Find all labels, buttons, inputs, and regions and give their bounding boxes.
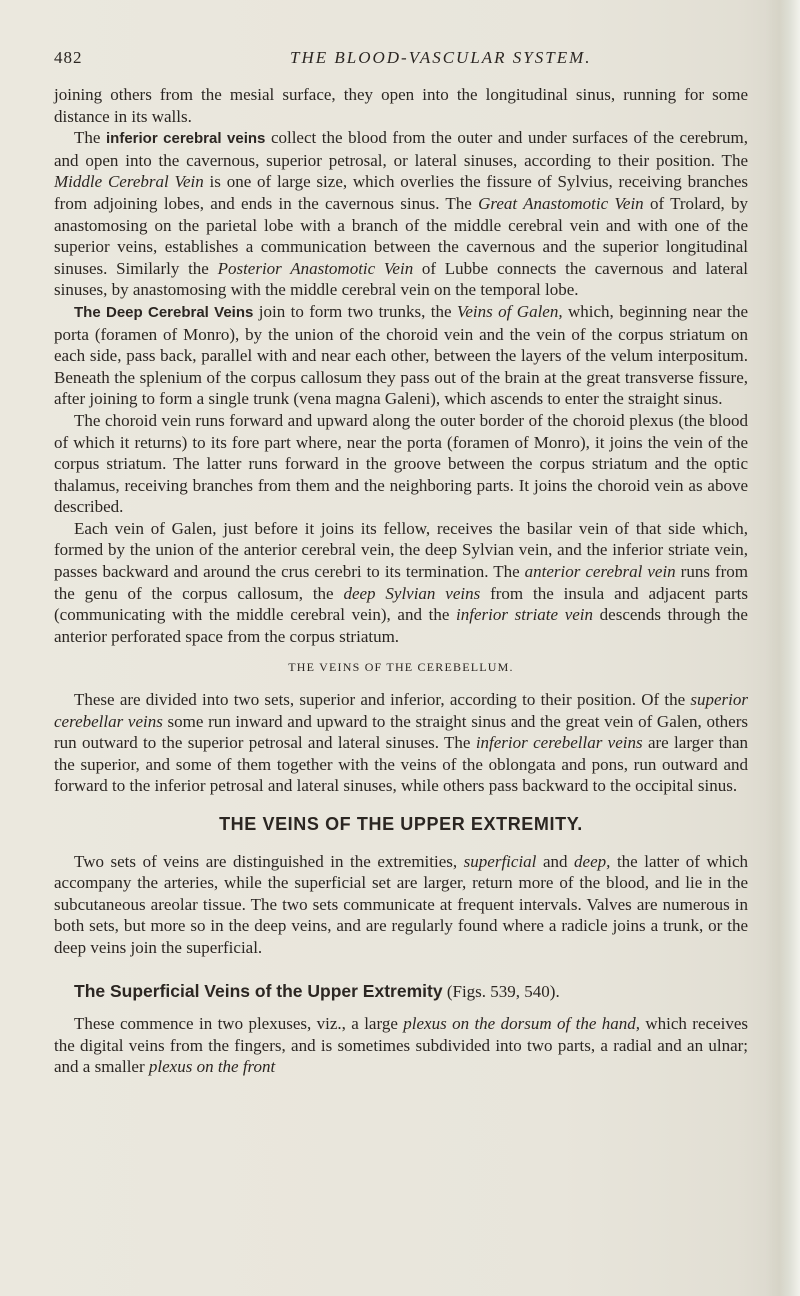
paragraph-inferior-cerebral-veins [54, 127, 748, 301]
italic-term: anterior cerebral vein [524, 562, 676, 582]
text-run: of Trolard, by anastomosing on the parietal lobe with a branch of the middle cerebral vein and with one of the superior veins, establishes a communication between the cavernous and the superior longitudinal sinuses. Similarly the [54, 193, 748, 278]
italic-term: Middle Cerebral Vein [54, 172, 204, 192]
paragraph-cerebellar-veins [54, 689, 748, 797]
text-run: are larger than the superior, and some of them together with the veins of the oblongata and pons, run outward and forward to the inferior petrosal and lateral sinuses, while others pass backward to the occipital sinus. [54, 733, 748, 796]
paragraph-plexuses [54, 1013, 748, 1078]
text-run: join to form two trunks, the [253, 301, 457, 321]
text-run: descends through the anterior perforated space from the corpus striatum. [54, 605, 748, 646]
italic-term: Posterior Anastomotic Vein [217, 258, 414, 278]
section-title: The Superficial Veins of the Upper Extremity [74, 980, 443, 1001]
italic-term: superficial [463, 851, 537, 871]
text-run: These are divided into two sets, superior and inferior, according to their position. Of the [74, 690, 691, 710]
paragraph-vein-of-galen [54, 518, 748, 648]
paragraph-choroid-vein [54, 410, 748, 518]
bold-term: inferior cerebral veins [106, 130, 266, 148]
paragraph-text: joining others from the mesial surface, they open into the longitudinal sinus, running for some distance in its walls. [54, 85, 748, 126]
text-run: is one of large size, which overlies the fissure of Sylvius, receiving branches from adjoining lobes, and ends in the cavernous sinus. The [54, 172, 748, 213]
text-run: from the insula and adjacent parts (communicating with the middle cerebral vein), and the [54, 583, 749, 625]
text-run: Two sets of veins are distinguished in the extremities, [74, 851, 464, 871]
paragraph-text: The choroid vein runs forward and upward along the outer border of the choroid plexus (the blood of which it returns) to its fore part where, near the porta (foramen of Monro), it joins the vein of the corpus striatum. The latter runs forward in the groove between the corpus striatum and the optic thalamus, receiving branches from them and the neighboring parts. It joins the choroid vein as above described. [54, 410, 748, 517]
text-run: of Lubbe connects the cavernous and lateral sinuses, by anastomosing with the middle cerebral vein on the temporal lobe. [54, 258, 748, 300]
text-run: which receives the digital veins from the fingers, and is sometimes subdivided into two parts, a radial and an ulnar; and a smaller [54, 1014, 748, 1077]
text-run: Each vein of Galen, just before it joins its fellow, receives the basilar vein of that side which, formed by the union of the anterior cerebral vein, the deep Sylvian vein, and the inferior striate vein, passes backward and around the crus cerebri to its termination. The [54, 518, 748, 582]
heading-superficial-veins [54, 981, 748, 1003]
page-number: 482 [54, 48, 83, 67]
italic-term: superior cerebellar veins [54, 690, 748, 731]
page-body [54, 84, 748, 1078]
italic-term: deep, [574, 851, 611, 871]
paragraph-continuation [54, 84, 748, 127]
text-run: The [74, 128, 106, 148]
italic-term: plexus on the dorsum of the hand, [403, 1014, 640, 1034]
text-run: which, beginning near the porta (foramen of Monro), by the union of the choroid vein and the vein of the corpus striatum on each side, pass back, parallel with and near each other, between the layers of the velum interpositum. Beneath the splenium of the corpus callosum they pass out of the brain at the great transverse fissure, after joining to form a single trunk (vena magna Galeni), which ascends to enter the straight sinus. [54, 301, 748, 409]
page-edge-shadow [766, 0, 800, 1296]
heading-upper-extremity: THE VEINS OF THE UPPER EXTREMITY. [219, 814, 583, 834]
running-header [54, 48, 748, 72]
italic-term: Great Anastomotic Vein [478, 193, 644, 213]
italic-term: inferior striate vein [456, 605, 594, 625]
subheading-cerebellum: THE VEINS OF THE CEREBELLUM. [288, 660, 514, 675]
italic-term: Veins of Galen, [456, 301, 563, 321]
text-run: runs from the genu of the corpus callosum, the [54, 562, 749, 603]
figure-reference: (Figs. 539, 540). [442, 981, 560, 1001]
paragraph-two-sets-of-veins [54, 851, 748, 959]
running-title: THE BLOOD-VASCULAR SYSTEM. [290, 48, 592, 67]
italic-term: inferior cerebellar veins [475, 733, 643, 753]
text-run: and [536, 851, 575, 871]
bold-term: The Deep Cerebral Veins [74, 303, 254, 321]
text-run: some run inward and upward to the straight sinus and the great vein of Galen, others run outward to the superior petrosal and lateral sinuses. The [54, 711, 748, 753]
text-run: the latter of which accompany the arteries, while the superficial set are larger, return more of the blood, and lie in the subcutaneous areolar tissue. The two sets communicate at frequent intervals. Valves are numerous in both sets, but more so in the deep veins, and are regularly found where a radicle joins a trunk, or the deep veins join the superficial. [54, 851, 748, 957]
italic-term: plexus on the front [148, 1057, 276, 1077]
paragraph-deep-cerebral-veins [54, 301, 748, 410]
text-run: collect the blood from the outer and under surfaces of the cerebrum, and open into the cavernous, superior petrosal, or lateral sinuses, according to their position. The [54, 128, 748, 170]
text-run: These commence in two plexuses, viz., a large [74, 1014, 404, 1034]
italic-term: deep Sylvian veins [343, 583, 481, 603]
